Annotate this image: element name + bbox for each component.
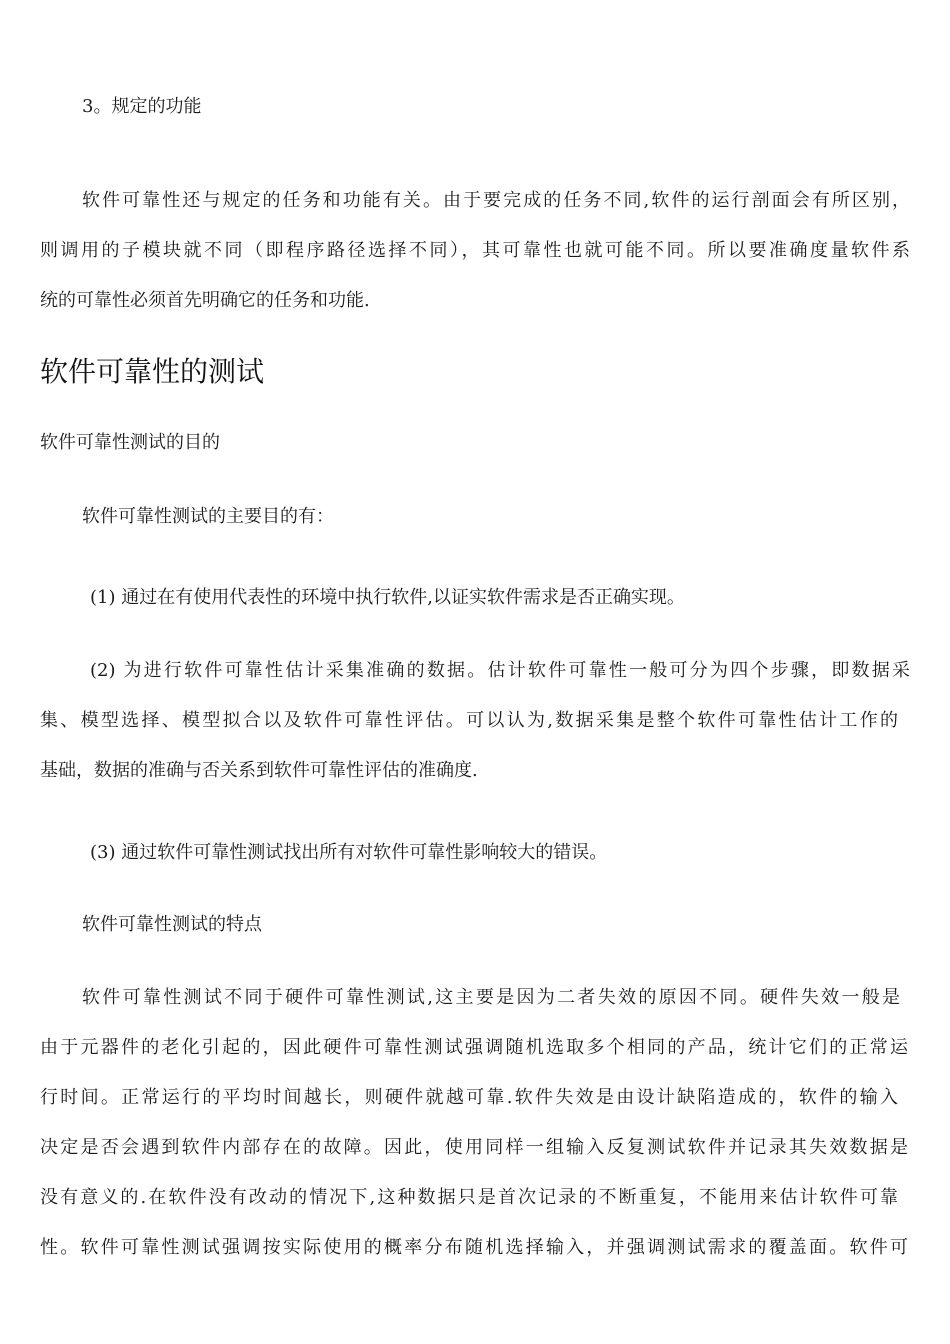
list-item-continuation: 集、模型选择、模型拟合以及软件可靠性评估。可以认为,数据采集是整个软件可靠性估计工作的 [40,710,898,731]
paragraph-line: 性。软件可靠性测试强调按实际使用的概率分布随机选择输入，并强调测试需求的覆盖面。软件可 [40,1237,908,1258]
list-item-continuation: 基础，数据的准确与否关系到软件可靠性评估的准确度. [40,760,478,781]
paragraph-line: 决定是否会遇到软件内部存在的故障。因此，使用同样一组输入反复测试软件并记录其失效数据是 [40,1137,908,1158]
paragraph-line: 行时间。正常运行的平均时间越长，则硬件就越可靠.软件失效是由设计缺陷造成的，软件的输入 [40,1087,898,1108]
paragraph-line: 软件可靠性还与规定的任务和功能有关。由于要完成的任务不同,软件的运行剖面会有所区别， [82,190,910,211]
subsection-title-purpose: 软件可靠性测试的目的 [40,432,220,453]
list-item: (2) 为进行软件可靠性估计采集准确的数据。估计软件可靠性一般可分为四个步骤，即数据采 [90,660,910,681]
list-item: (3) 通过软件可靠性测试找出所有对软件可靠性影响较大的错误。 [90,842,608,863]
paragraph-line: 则调用的子模块就不同（即程序路径选择不同），其可靠性也就可能不同。所以要准确度量软件系 [40,240,910,261]
section-heading: 软件可靠性的测试 [40,355,265,388]
purpose-intro: 软件可靠性测试的主要目的有： [82,506,334,527]
paragraph-line: 统的可靠性必须首先明确它的任务和功能. [40,290,370,311]
paragraph-line: 软件可靠性测试不同于硬件可靠性测试,这主要是因为二者失效的原因不同。硬件失效一般是 [82,987,900,1008]
section-title-specified-function: 3。规定的功能 [82,96,202,117]
subsection-title-features: 软件可靠性测试的特点 [82,914,262,935]
paragraph-line: 由于元器件的老化引起的，因此硬件可靠性测试强调随机选取多个相同的产品，统计它们的正常运 [40,1037,908,1058]
paragraph-line: 没有意义的.在软件没有改动的情况下,这种数据只是首次记录的不断重复，不能用来估计软件可靠 [40,1187,898,1208]
list-item: (1) 通过在有使用代表性的环境中执行软件,以证实软件需求是否正确实现。 [90,587,685,608]
